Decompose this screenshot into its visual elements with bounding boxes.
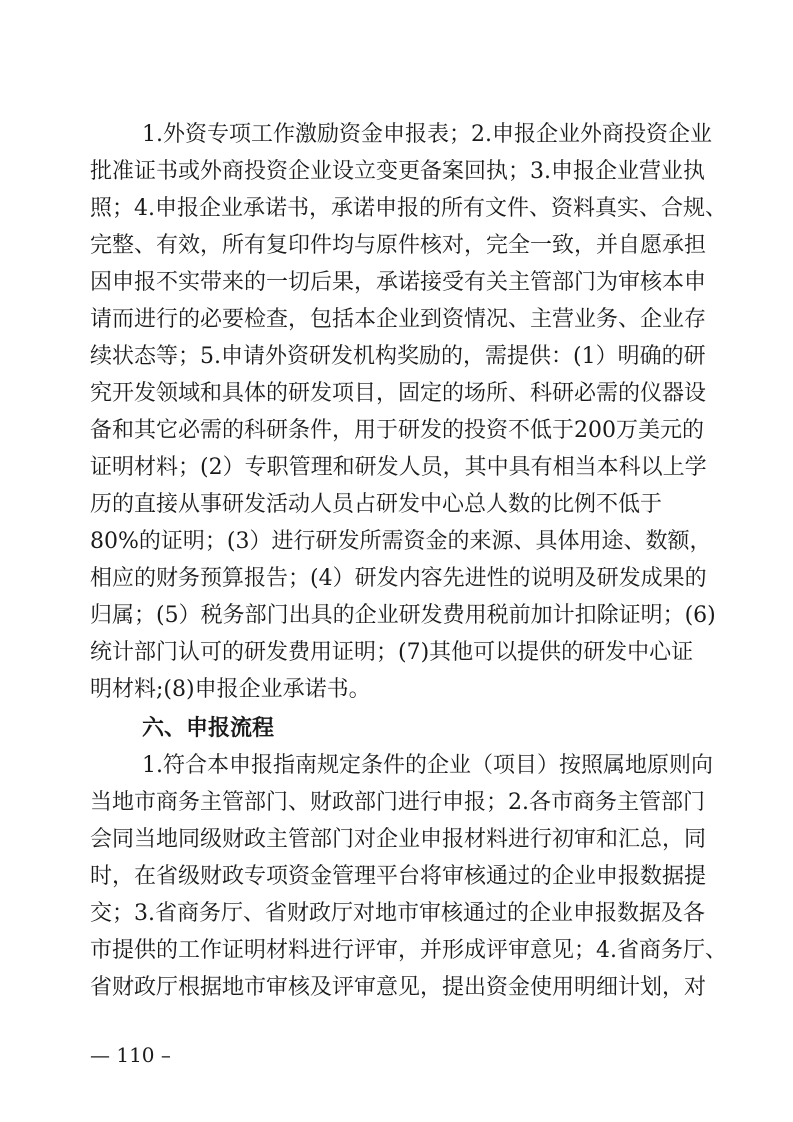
text-line: 证明材料；(2）专职管理和研发人员，其中具有相当本科以上学 [90,455,707,480]
text-line: 1.外资专项工作激励资金申报表；2.申报企业外商投资企业 [142,122,712,147]
section-heading: 六、申报流程 [142,716,275,741]
text-line: 备和其它必需的科研条件，用于研发的投资不低于200万美元的 [90,418,704,443]
text-line: 因申报不实带来的一切后果，承诺接受有关主管部门为审核本申 [90,270,707,295]
text-line: 市提供的工作证明材料进行评审，并形成评审意见；4.省商务厅、 [90,938,727,963]
text-line: 时，在省级财政专项资金管理平台将审核通过的企业申报数据提 [90,864,707,889]
text-line: 相应的财务预算报告；(4）研发内容先进性的说明及研发成果的 [90,566,707,591]
text-line: 归属；(5）税务部门出具的企业研发费用税前加计扣除证明；(6) [90,603,716,628]
text-line: 省财政厅根据地市审核及评审意见，提出资金使用明细计划，对 [90,975,707,1000]
text-line: 会同当地同级财政主管部门对企业申报材料进行初审和汇总，同 [90,827,707,852]
text-line: 80%的证明；(3）进行研发所需资金的来源、具体用途、数额， [90,529,712,554]
text-line: 批准证书或外商投资企业设立变更备案回执；3.申报企业营业执 [90,159,705,184]
text-line: 当地市商务主管部门、财政部门进行申报；2.各市商务主管部门 [90,790,705,815]
text-line: 续状态等；5.申请外资研发机构奖励的，需提供：(1）明确的研 [90,344,706,369]
text-line: 历的直接从事研发活动人员占研发中心总人数的比例不低于 [90,492,663,517]
text-line: 究开发领域和具体的研发项目，固定的场所、科研必需的仪器设 [90,381,707,406]
text-line: 统计部门认可的研发费用证明；(7)其他可以提供的研发中心证 [90,640,694,665]
text-line: 1.符合本申报指南规定条件的企业（项目）按照属地原则向 [142,753,713,778]
text-line: 明材料;(8)申报企业承诺书。 [90,677,371,702]
text-line: 照；4.申报企业承诺书，承诺申报的所有文件、资料真实、合规、 [90,196,727,221]
page-number: — 110 – [90,1043,171,1067]
text-line: 交；3.省商务厅、省财政厅对地市审核通过的企业申报数据及各 [90,901,705,926]
text-line: 完整、有效，所有复印件均与原件核对，完全一致，并自愿承担 [90,233,707,258]
text-line: 请而进行的必要检查，包括本企业到资情况、主营业务、企业存 [90,307,707,332]
